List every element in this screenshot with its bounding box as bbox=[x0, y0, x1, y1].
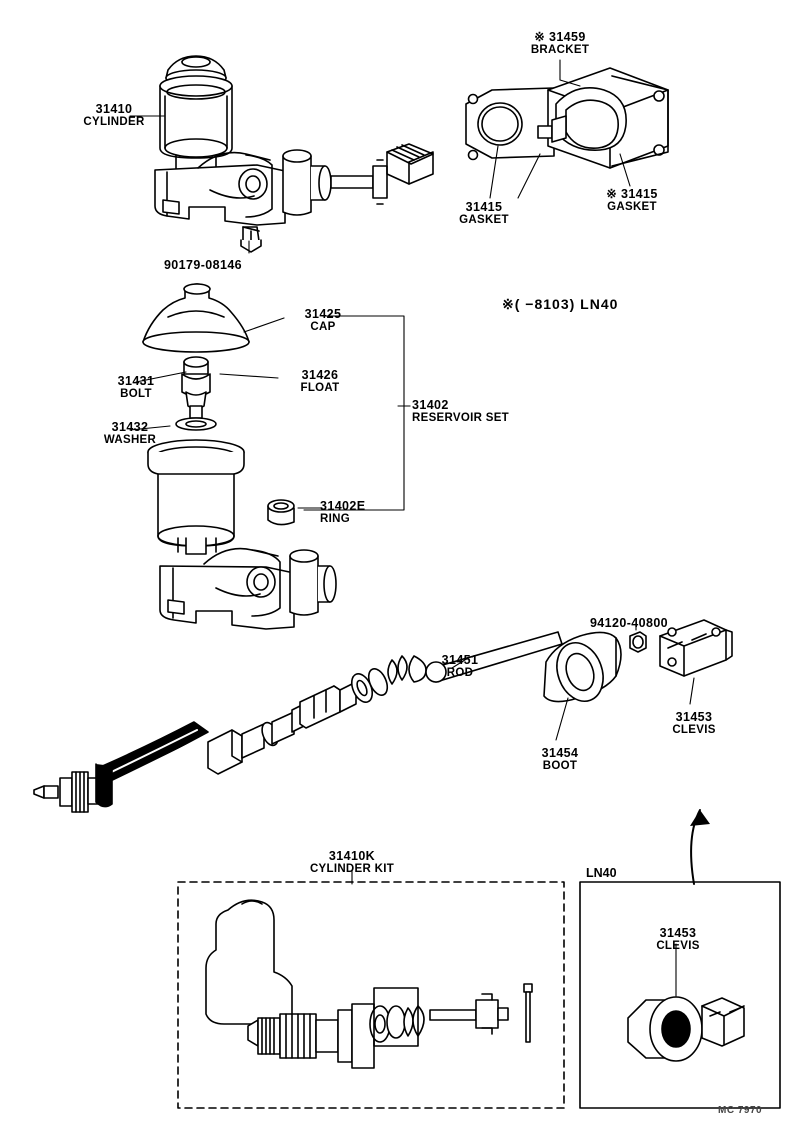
reservoir-exploded bbox=[143, 284, 336, 629]
label-31402E-ring: 31402E RING bbox=[320, 499, 366, 525]
label-31431-bolt: 31431 BOLT bbox=[117, 374, 155, 400]
label-31410K-cylinder-kit: 31410K CYLINDER KIT bbox=[309, 849, 395, 875]
label-31454-boot: 31454 BOOT bbox=[541, 746, 579, 772]
label-31415-gasket-right: ※ 31415 GASKET bbox=[606, 187, 658, 213]
label-31451-rod: 31451 ROD bbox=[441, 653, 479, 679]
label-31453-clevis-ln40: 31453 CLEVIS bbox=[656, 926, 700, 952]
diagram-code: MC 7970 bbox=[718, 1105, 763, 1116]
bottom-boxes bbox=[178, 882, 780, 1108]
rod-piston-row bbox=[34, 620, 732, 884]
box-label-ln40: LN40 bbox=[586, 866, 617, 880]
label-90179-08146: 90179-08146 bbox=[163, 258, 243, 272]
label-94120-40800: 94120-40800 bbox=[589, 616, 669, 630]
label-31415-gasket-left: 31415 GASKET bbox=[459, 200, 509, 226]
label-31459-bracket: ※ 31459 BRACKET bbox=[530, 30, 590, 56]
label-31432-washer: 31432 WASHER bbox=[103, 420, 157, 446]
note-ln40-range: ※( −8103) LN40 bbox=[502, 296, 619, 312]
label-31425-cap: 31425 CAP bbox=[304, 307, 342, 333]
top-master-cylinder bbox=[155, 56, 433, 252]
bracket-and-gaskets bbox=[466, 68, 668, 168]
label-31426-float: 31426 FLOAT bbox=[300, 368, 340, 394]
label-31402-reservoir-set: 31402 RESERVOIR SET bbox=[412, 398, 509, 424]
label-31453-clevis: 31453 CLEVIS bbox=[672, 710, 716, 736]
label-31410: 31410 CYLINDER bbox=[83, 102, 145, 128]
